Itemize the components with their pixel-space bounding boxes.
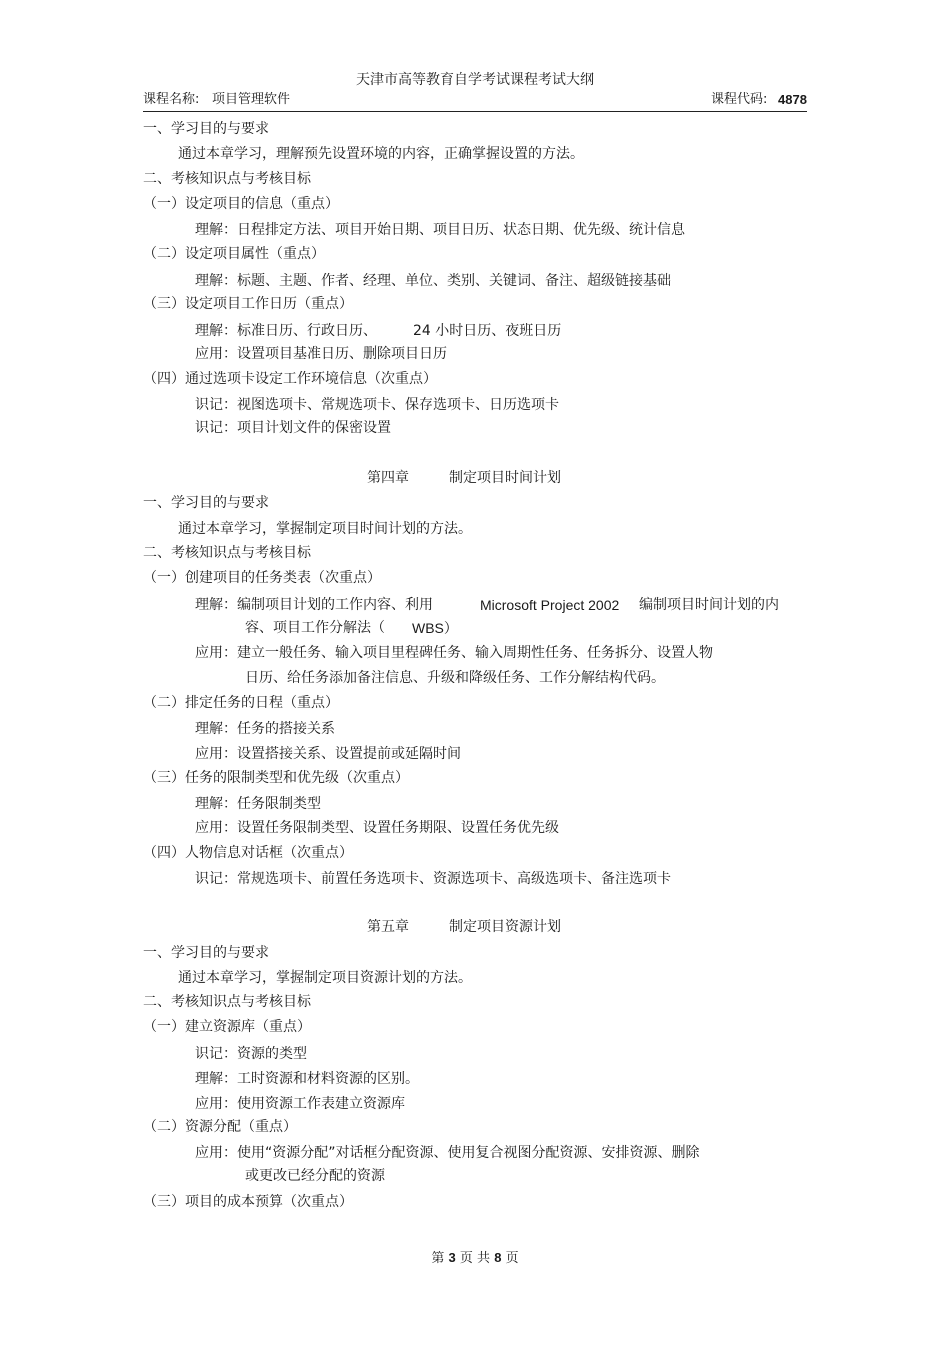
document-title: 天津市高等教育自学考试课程考试大纲 xyxy=(356,72,594,88)
point-heading: （一）设定项目的信息（重点） xyxy=(143,196,339,212)
point-item-cont: WBS） xyxy=(412,620,458,636)
point-item: 理解：编制项目计划的工作内容、利用 xyxy=(195,597,433,613)
point-item: 应用：设置任务限制类型、设置任务期限、设置任务优先级 xyxy=(195,820,559,836)
chapter-title: 制定项目时间计划 xyxy=(449,470,561,486)
section-heading: 二、考核知识点与考核目标 xyxy=(143,994,311,1010)
footer-total-pages: 8 xyxy=(494,1250,502,1265)
point-heading: （二）排定任务的日程（重点） xyxy=(143,695,339,711)
paragraph: 通过本章学习，掌握制定项目时间计划的方法。 xyxy=(178,521,472,537)
chapter-number: 第四章 xyxy=(367,470,409,486)
point-item-cont: 24 小时日历、夜班日历 xyxy=(413,323,562,339)
point-item: 理解：任务的搭接关系 xyxy=(195,721,335,737)
paragraph: 通过本章学习，理解预先设置环境的内容，正确掌握设置的方法。 xyxy=(178,146,584,162)
point-item: 应用：设置搭接关系、设置提前或延隔时间 xyxy=(195,746,461,762)
point-heading: （二）资源分配（重点） xyxy=(143,1119,297,1135)
point-item: 识记：常规选项卡、前置任务选项卡、资源选项卡、高级选项卡、备注选项卡 xyxy=(195,871,671,887)
chapter-title: 制定项目资源计划 xyxy=(449,919,561,935)
course-name: 项目管理软件 xyxy=(212,92,291,107)
point-item-wrap: 容、项目工作分解法（ xyxy=(245,620,385,636)
section-heading: 二、考核知识点与考核目标 xyxy=(143,545,311,561)
point-item: 理解：标准日历、行政日历、 xyxy=(195,323,377,339)
paragraph: 通过本章学习，掌握制定项目资源计划的方法。 xyxy=(178,970,472,986)
course-code: 4878 xyxy=(778,92,807,107)
footer-mid: 页 共 xyxy=(459,1251,491,1266)
section-heading: 一、学习目的与要求 xyxy=(143,121,269,137)
point-item: 理解：工时资源和材料资源的区别。 xyxy=(195,1071,419,1087)
point-item: 应用：使用“资源分配”对话框分配资源、使用复合视图分配资源、安排资源、删除 xyxy=(195,1145,700,1161)
point-heading: （四）人物信息对话框（次重点） xyxy=(143,845,353,861)
point-item: 理解：日程排定方法、项目开始日期、项目日历、状态日期、优先级、统计信息 xyxy=(195,222,685,238)
section-heading: 一、学习目的与要求 xyxy=(143,495,269,511)
point-item: 理解：任务限制类型 xyxy=(195,796,321,812)
course-name-label: 课程名称: xyxy=(143,92,200,107)
footer-post: 页 xyxy=(505,1251,519,1266)
point-item: 识记：视图选项卡、常规选项卡、保存选项卡、日历选项卡 xyxy=(195,397,559,413)
point-item-wrap: 或更改已经分配的资源 xyxy=(245,1168,385,1184)
point-item: 识记：资源的类型 xyxy=(195,1046,307,1062)
course-code-label: 课程代码: xyxy=(711,92,768,107)
point-heading: （一）创建项目的任务类表（次重点） xyxy=(143,570,381,586)
point-heading: （一）建立资源库（重点） xyxy=(143,1019,311,1035)
section-heading: 一、学习目的与要求 xyxy=(143,945,269,961)
footer-page-number: 3 xyxy=(448,1250,456,1265)
page-footer xyxy=(0,1249,950,1268)
point-item: 应用：建立一般任务、输入项目里程碑任务、输入周期性任务、任务拆分、设置人物 xyxy=(195,645,713,661)
point-item-cont: Microsoft Project 2002 xyxy=(480,597,620,613)
footer-pre: 第 xyxy=(431,1251,445,1266)
point-heading: （二）设定项目属性（重点） xyxy=(143,246,325,262)
point-item-cont: 编制项目时间计划的内 xyxy=(639,597,779,613)
point-item: 应用：使用资源工作表建立资源库 xyxy=(195,1096,405,1112)
point-heading: （三）设定项目工作日历（重点） xyxy=(143,296,353,312)
point-item: 应用：设置项目基准日历、删除项目日历 xyxy=(195,346,447,362)
point-item: 识记：项目计划文件的保密设置 xyxy=(195,420,391,436)
point-item-wrap: 日历、给任务添加备注信息、升级和降级任务、工作分解结构代码。 xyxy=(245,670,665,686)
point-heading: （三）项目的成本预算（次重点） xyxy=(143,1194,353,1210)
section-heading: 二、考核知识点与考核目标 xyxy=(143,171,311,187)
point-item: 理解：标题、主题、作者、经理、单位、类别、关键词、备注、超级链接基础 xyxy=(195,273,671,289)
point-heading: （四）通过选项卡设定工作环境信息（次重点） xyxy=(143,371,437,387)
point-heading: （三）任务的限制类型和优先级（次重点） xyxy=(143,770,409,786)
header-rule xyxy=(143,111,807,112)
chapter-number: 第五章 xyxy=(367,919,409,935)
